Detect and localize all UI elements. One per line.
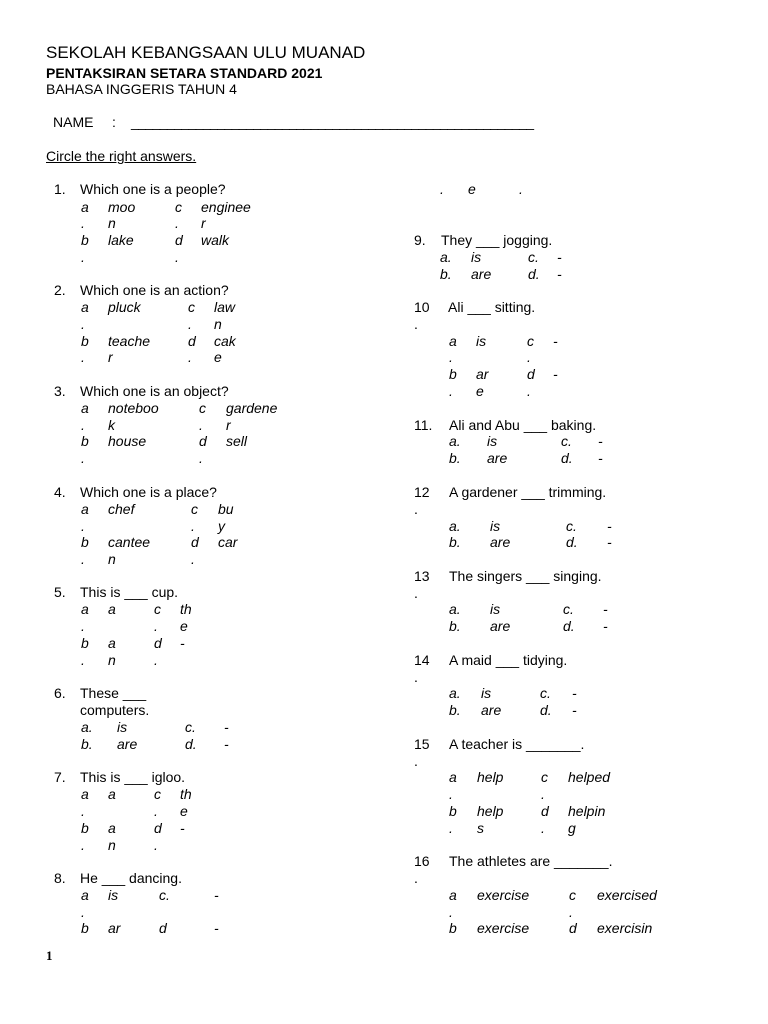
option-letter: d <box>154 820 162 836</box>
option-fragment: . <box>440 181 444 197</box>
option-text[interactable]: is <box>108 887 119 903</box>
question-text: The singers ___ singing. <box>449 568 602 584</box>
option-letter: d. <box>528 266 540 282</box>
option-fragment: . <box>154 837 158 853</box>
option-fragment: e <box>180 618 188 634</box>
option-text[interactable]: house <box>108 433 147 449</box>
option-letter: b. <box>449 702 461 718</box>
option-fragment: . <box>81 837 85 853</box>
option-fragment: . <box>191 518 195 534</box>
option-letter: b. <box>449 450 461 466</box>
option-text[interactable]: moo <box>108 199 136 215</box>
option-text[interactable]: is <box>476 333 487 349</box>
option-text[interactable]: are <box>481 702 502 718</box>
option-text[interactable]: - <box>557 249 562 265</box>
option-fragment: . <box>449 820 453 836</box>
question-number-dot: . <box>414 316 418 332</box>
question-text: Which one is an action? <box>80 282 229 298</box>
question-number: 2. <box>54 282 66 298</box>
option-letter: c <box>541 769 548 785</box>
option-text[interactable]: car <box>218 534 238 550</box>
option-fragment: . <box>191 551 195 567</box>
question-number: 15 <box>414 736 430 752</box>
option-letter: c <box>188 299 195 315</box>
question-number-dot: . <box>414 501 418 517</box>
option-fragment: . <box>81 652 85 668</box>
question-text: They ___ jogging. <box>441 232 553 248</box>
option-text[interactable]: - <box>180 635 185 651</box>
option-text[interactable]: exercised <box>597 887 657 903</box>
option-letter: c. <box>540 685 551 701</box>
option-text[interactable]: a <box>108 635 116 651</box>
option-text[interactable]: are <box>490 534 511 550</box>
option-text[interactable]: is <box>117 719 128 735</box>
option-text[interactable]: helped <box>568 769 611 785</box>
option-fragment: n <box>108 551 116 567</box>
option-text[interactable]: law <box>214 299 236 315</box>
option-letter: a <box>81 501 89 517</box>
option-letter: d <box>188 333 196 349</box>
option-text[interactable]: - <box>180 820 185 836</box>
question-number: 3. <box>54 383 66 399</box>
option-text[interactable]: - <box>214 887 219 903</box>
option-letter: c. <box>561 433 572 449</box>
option-fragment: . <box>81 349 85 365</box>
question-text: Ali ___ sitting. <box>448 299 536 315</box>
option-text[interactable]: are <box>487 450 508 466</box>
option-letter: b <box>81 635 89 651</box>
option-letter: a. <box>440 249 452 265</box>
option-fragment: . <box>541 820 545 836</box>
option-letter: a <box>449 333 457 349</box>
instruction: Circle the right answers. <box>46 148 197 164</box>
question-number: 6. <box>54 685 66 701</box>
option-text[interactable]: helpin <box>568 803 606 819</box>
option-text[interactable]: exercisin <box>597 920 653 936</box>
option-text[interactable]: cantee <box>108 534 151 550</box>
name-field[interactable]: ________________________________________________________ <box>131 114 534 130</box>
option-fragment: . <box>569 904 573 920</box>
option-fragment: r <box>108 349 113 365</box>
option-letter: a <box>81 299 89 315</box>
option-fragment: n <box>214 316 222 332</box>
option-letter: b <box>81 920 89 936</box>
question-number: 10 <box>414 299 430 315</box>
option-text[interactable]: help <box>477 803 504 819</box>
option-text[interactable]: teache <box>108 333 151 349</box>
question-text: The athletes are _______. <box>449 853 613 869</box>
option-letter: c <box>175 199 182 215</box>
option-letter: b <box>449 920 457 936</box>
option-fragment: . <box>81 215 85 231</box>
option-fragment: . <box>175 249 179 265</box>
option-text[interactable]: th <box>180 786 192 802</box>
option-fragment: . <box>81 904 85 920</box>
option-letter: d <box>191 534 199 550</box>
question-number: 14 <box>414 652 430 668</box>
name-label: NAME <box>53 114 94 130</box>
option-letter: a. <box>449 433 461 449</box>
question-number-dot: . <box>414 585 418 601</box>
option-text[interactable]: sell <box>226 433 248 449</box>
option-text[interactable]: - <box>553 333 558 349</box>
option-letter: b <box>449 366 457 382</box>
question-number: 9. <box>414 232 426 248</box>
option-letter: a <box>81 786 89 802</box>
question-text: These ___ <box>80 685 147 701</box>
question-text: Which one is a people? <box>80 181 226 197</box>
name-colon: : <box>112 114 116 130</box>
option-fragment: . <box>81 249 85 265</box>
option-letter: d. <box>185 736 197 752</box>
option-text[interactable]: th <box>180 601 192 617</box>
option-letter: c. <box>566 518 577 534</box>
option-text[interactable]: pluck <box>108 299 141 315</box>
option-letter: a. <box>449 685 461 701</box>
option-letter: c. <box>563 601 574 617</box>
option-text[interactable]: is <box>481 685 492 701</box>
question-number: 13 <box>414 568 430 584</box>
option-letter: b. <box>81 736 93 752</box>
option-letter: a. <box>449 601 461 617</box>
option-letter: d <box>175 232 183 248</box>
page-number: 1 <box>46 948 53 963</box>
option-text[interactable]: gardene <box>226 400 278 416</box>
option-fragment: . <box>154 803 158 819</box>
option-fragment: . <box>199 417 203 433</box>
option-text[interactable]: exercise <box>477 887 530 903</box>
option-text[interactable]: - <box>598 433 603 449</box>
option-letter: c <box>527 333 534 349</box>
option-fragment: e <box>468 181 476 197</box>
option-fragment: n <box>108 837 116 853</box>
option-letter: d. <box>566 534 578 550</box>
question-number: 8. <box>54 870 66 886</box>
question-number: 11. <box>414 417 433 433</box>
option-letter: b <box>81 820 89 836</box>
option-text[interactable]: are <box>471 266 492 282</box>
option-letter: b. <box>449 618 461 634</box>
option-fragment: . <box>175 215 179 231</box>
option-text[interactable]: noteboo <box>108 400 159 416</box>
option-text[interactable]: - <box>557 266 562 282</box>
option-text[interactable]: help <box>477 769 504 785</box>
option-fragment: . <box>81 316 85 332</box>
option-fragment: . <box>81 803 85 819</box>
option-letter: a. <box>449 518 461 534</box>
option-text[interactable]: - <box>572 702 577 718</box>
option-text[interactable]: a <box>108 601 116 617</box>
option-text[interactable]: ar <box>476 366 489 382</box>
option-letter: a <box>81 400 89 416</box>
option-fragment: . <box>449 786 453 802</box>
option-letter: d. <box>540 702 552 718</box>
question-text: He ___ dancing. <box>80 870 182 886</box>
option-letter: b <box>81 232 89 248</box>
option-letter: d. <box>561 450 573 466</box>
question-number: 4. <box>54 484 66 500</box>
option-text[interactable]: cak <box>214 333 236 349</box>
option-fragment: . <box>199 450 203 466</box>
option-text[interactable]: - <box>603 618 608 634</box>
option-fragment: g <box>568 820 576 836</box>
option-letter: b <box>81 333 89 349</box>
option-letter: a <box>81 199 89 215</box>
question-number: 12 <box>414 484 430 500</box>
option-letter: c <box>199 400 206 416</box>
option-fragment: e <box>214 349 222 365</box>
option-text[interactable]: walk <box>201 232 230 248</box>
option-letter: b. <box>440 266 452 282</box>
option-text[interactable]: - <box>598 450 603 466</box>
question-number-dot: . <box>414 669 418 685</box>
question-text: This is ___ cup. <box>80 584 179 600</box>
option-fragment: . <box>188 349 192 365</box>
option-letter: a. <box>81 719 93 735</box>
option-letter: d <box>159 920 167 936</box>
option-fragment: . <box>81 618 85 634</box>
option-fragment: . <box>81 417 85 433</box>
option-fragment: . <box>449 383 453 399</box>
option-fragment: . <box>449 904 453 920</box>
option-letter: d <box>569 920 577 936</box>
option-text[interactable]: are <box>117 736 138 752</box>
exam-title: PENTAKSIRAN SETARA STANDARD 2021 <box>46 65 323 81</box>
option-letter: a <box>449 887 457 903</box>
option-letter: b. <box>449 534 461 550</box>
option-letter: c <box>154 786 161 802</box>
option-fragment: y <box>218 518 225 534</box>
question-number: 5. <box>54 584 66 600</box>
option-text[interactable]: - <box>224 736 229 752</box>
question-text: A maid ___ tidying. <box>449 652 568 668</box>
option-fragment: r <box>226 417 231 433</box>
option-fragment: k <box>108 417 115 433</box>
option-text[interactable]: chef <box>108 501 135 517</box>
option-letter: b <box>449 803 457 819</box>
option-letter: c <box>154 601 161 617</box>
option-text[interactable]: - <box>224 719 229 735</box>
option-text[interactable]: is <box>490 518 501 534</box>
option-letter: c. <box>159 887 170 903</box>
option-letter: c <box>191 501 198 517</box>
option-text[interactable]: is <box>490 601 501 617</box>
question-number-dot: . <box>414 753 418 769</box>
option-text[interactable]: a <box>108 786 116 802</box>
option-text[interactable]: - <box>214 920 219 936</box>
question-text-continued: computers. <box>80 702 150 718</box>
option-fragment: . <box>541 786 545 802</box>
option-text[interactable]: is <box>471 249 482 265</box>
option-text[interactable]: is <box>487 433 498 449</box>
option-letter: c. <box>185 719 196 735</box>
option-fragment: n <box>108 652 116 668</box>
option-fragment: . <box>154 652 158 668</box>
option-text[interactable]: - <box>553 366 558 382</box>
question-number-dot: . <box>414 870 418 886</box>
option-text[interactable]: ar <box>108 920 121 936</box>
option-text[interactable]: enginee <box>201 199 251 215</box>
option-letter: b <box>81 433 89 449</box>
option-fragment: . <box>527 349 531 365</box>
option-letter: c <box>569 887 576 903</box>
option-text[interactable]: bu <box>218 501 234 517</box>
option-fragment: . <box>519 181 523 197</box>
option-fragment: . <box>81 518 85 534</box>
option-letter: a <box>81 601 89 617</box>
question-text: This is ___ igloo. <box>80 769 186 785</box>
option-text[interactable]: - <box>572 685 577 701</box>
option-letter: a <box>81 887 89 903</box>
option-text[interactable]: a <box>108 820 116 836</box>
option-text[interactable]: - <box>607 534 612 550</box>
option-fragment: . <box>449 349 453 365</box>
school-name: SEKOLAH KEBANGSAAN ULU MUANAD <box>46 43 366 62</box>
question-text: Ali and Abu ___ baking. <box>449 417 597 433</box>
question-number: 16 <box>414 853 430 869</box>
question-text: A gardener ___ trimming. <box>449 484 607 500</box>
option-fragment: e <box>476 383 484 399</box>
question-text: Which one is a place? <box>80 484 217 500</box>
option-fragment: . <box>527 383 531 399</box>
option-letter: d. <box>563 618 575 634</box>
option-fragment: s <box>477 820 484 836</box>
option-fragment: . <box>81 551 85 567</box>
option-letter: c. <box>528 249 539 265</box>
option-letter: d <box>199 433 207 449</box>
option-fragment: e <box>180 803 188 819</box>
option-text[interactable]: lake <box>108 232 134 248</box>
option-text[interactable]: - <box>607 518 612 534</box>
question-text: Which one is an object? <box>80 383 229 399</box>
option-letter: b <box>81 534 89 550</box>
option-letter: a <box>449 769 457 785</box>
question-text: A teacher is _______. <box>449 736 585 752</box>
option-fragment: n <box>108 215 116 231</box>
option-fragment: . <box>154 618 158 634</box>
subject-title: BAHASA INGGERIS TAHUN 4 <box>46 81 237 97</box>
question-number: 7. <box>54 769 66 785</box>
option-letter: d <box>154 635 162 651</box>
option-fragment: r <box>201 215 206 231</box>
question-number: 1. <box>54 181 66 197</box>
option-letter: d <box>527 366 535 382</box>
option-text[interactable]: are <box>490 618 511 634</box>
option-fragment: . <box>188 316 192 332</box>
option-letter: d <box>541 803 549 819</box>
option-text[interactable]: - <box>603 601 608 617</box>
option-fragment: . <box>81 450 85 466</box>
option-text[interactable]: exercise <box>477 920 530 936</box>
